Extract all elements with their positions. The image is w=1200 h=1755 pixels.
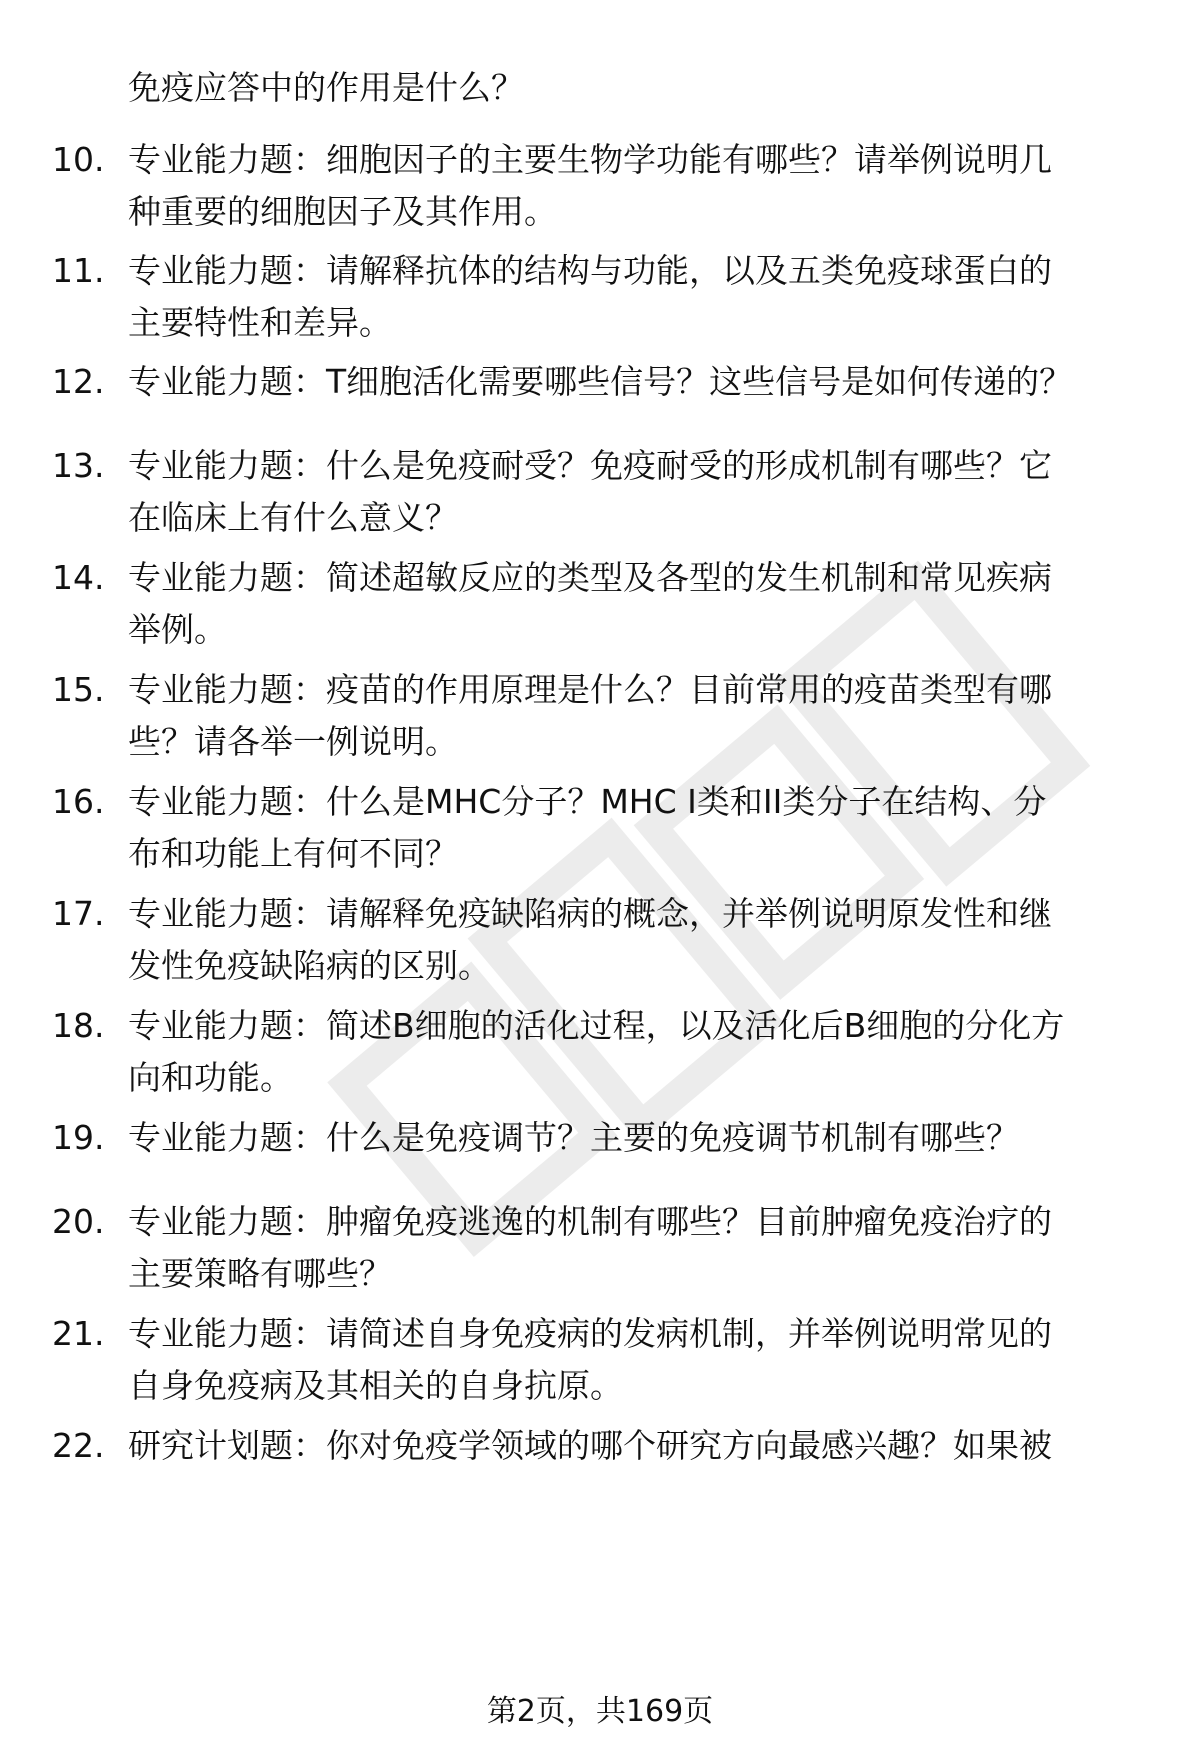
question-line: 专业能力题：简述B细胞的活化过程，以及活化后B细胞的分化方 <box>128 1006 1065 1045</box>
question-number: 19. <box>52 1118 105 1157</box>
question-number: 18. <box>52 1006 105 1045</box>
question-item <box>0 664 1200 768</box>
question-number: 13. <box>52 446 105 485</box>
question-text <box>128 776 1148 880</box>
question-line: 专业能力题：T细胞活化需要哪些信号？这些信号是如何传递的？ <box>128 362 1073 401</box>
question-item <box>0 245 1200 349</box>
question-item <box>0 356 1200 408</box>
question-text <box>128 1420 1148 1472</box>
question-line: 种重要的细胞因子及其作用。 <box>128 192 557 231</box>
question-line: 举例。 <box>128 610 227 649</box>
question-text <box>128 1000 1148 1104</box>
question-text <box>128 1196 1148 1300</box>
question-text <box>128 664 1148 768</box>
question-text <box>128 440 1148 544</box>
question-text <box>128 1112 1148 1164</box>
question-line: 专业能力题：请解释抗体的结构与功能，以及五类免疫球蛋白的 <box>128 251 1052 290</box>
question-item <box>0 888 1200 992</box>
question-number: 22. <box>52 1426 105 1465</box>
question-text <box>128 888 1148 992</box>
question-number: 12. <box>52 362 105 401</box>
question-line: 专业能力题：什么是免疫调节？主要的免疫调节机制有哪些？ <box>128 1118 1019 1157</box>
question-number: 10. <box>52 140 105 179</box>
question-number: 21. <box>52 1314 105 1353</box>
question-line: 些？请各举一例说明。 <box>128 722 458 761</box>
question-item <box>0 552 1200 656</box>
question-line: 专业能力题：疫苗的作用原理是什么？目前常用的疫苗类型有哪 <box>128 670 1052 709</box>
question-line: 专业能力题：请简述自身免疫病的发病机制，并举例说明常见的 <box>128 1314 1052 1353</box>
page-footer: 第2页，共169页 <box>486 1694 714 1729</box>
question-item <box>0 440 1200 544</box>
question-line: 研究计划题：你对免疫学领域的哪个研究方向最感兴趣？如果被 <box>128 1426 1052 1465</box>
question-text <box>128 245 1148 349</box>
question-item <box>0 1420 1200 1472</box>
question-text <box>128 1308 1148 1412</box>
question-line: 向和功能。 <box>128 1058 293 1097</box>
question-item <box>0 134 1200 238</box>
question-item <box>0 1112 1200 1164</box>
question-number: 15. <box>52 670 105 709</box>
question-number: 17. <box>52 894 105 933</box>
question-line: 自身免疫病及其相关的自身抗原。 <box>128 1366 623 1405</box>
question-line: 专业能力题：什么是MHC分子？MHC I类和II类分子在结构、分 <box>128 782 1047 821</box>
question-item <box>0 776 1200 880</box>
question-number: 11. <box>52 251 105 290</box>
question-number: 20. <box>52 1202 105 1241</box>
question-item <box>0 1196 1200 1300</box>
question-line: 主要特性和差异。 <box>128 303 392 342</box>
question-line: 主要策略有哪些？ <box>128 1254 392 1293</box>
question-text <box>128 134 1148 238</box>
question-text <box>128 552 1148 656</box>
question-number: 16. <box>52 782 105 821</box>
question-line: 布和功能上有何不同？ <box>128 834 458 873</box>
question-line: 发性免疫缺陷病的区别。 <box>128 946 491 985</box>
question-number: 14. <box>52 558 105 597</box>
continuation-text: 免疫应答中的作用是什么？ <box>128 68 524 107</box>
question-line: 专业能力题：请解释免疫缺陷病的概念，并举例说明原发性和继 <box>128 894 1052 933</box>
question-line: 专业能力题：什么是免疫耐受？免疫耐受的形成机制有哪些？它 <box>128 446 1052 485</box>
question-line: 在临床上有什么意义？ <box>128 498 458 537</box>
question-line: 专业能力题：简述超敏反应的类型及各型的发生机制和常见疾病 <box>128 558 1052 597</box>
question-text <box>128 356 1148 408</box>
question-item <box>0 1000 1200 1104</box>
question-line: 专业能力题：细胞因子的主要生物学功能有哪些？请举例说明几 <box>128 140 1052 179</box>
question-item <box>0 1308 1200 1412</box>
question-line: 专业能力题：肿瘤免疫逃逸的机制有哪些？目前肿瘤免疫治疗的 <box>128 1202 1052 1241</box>
